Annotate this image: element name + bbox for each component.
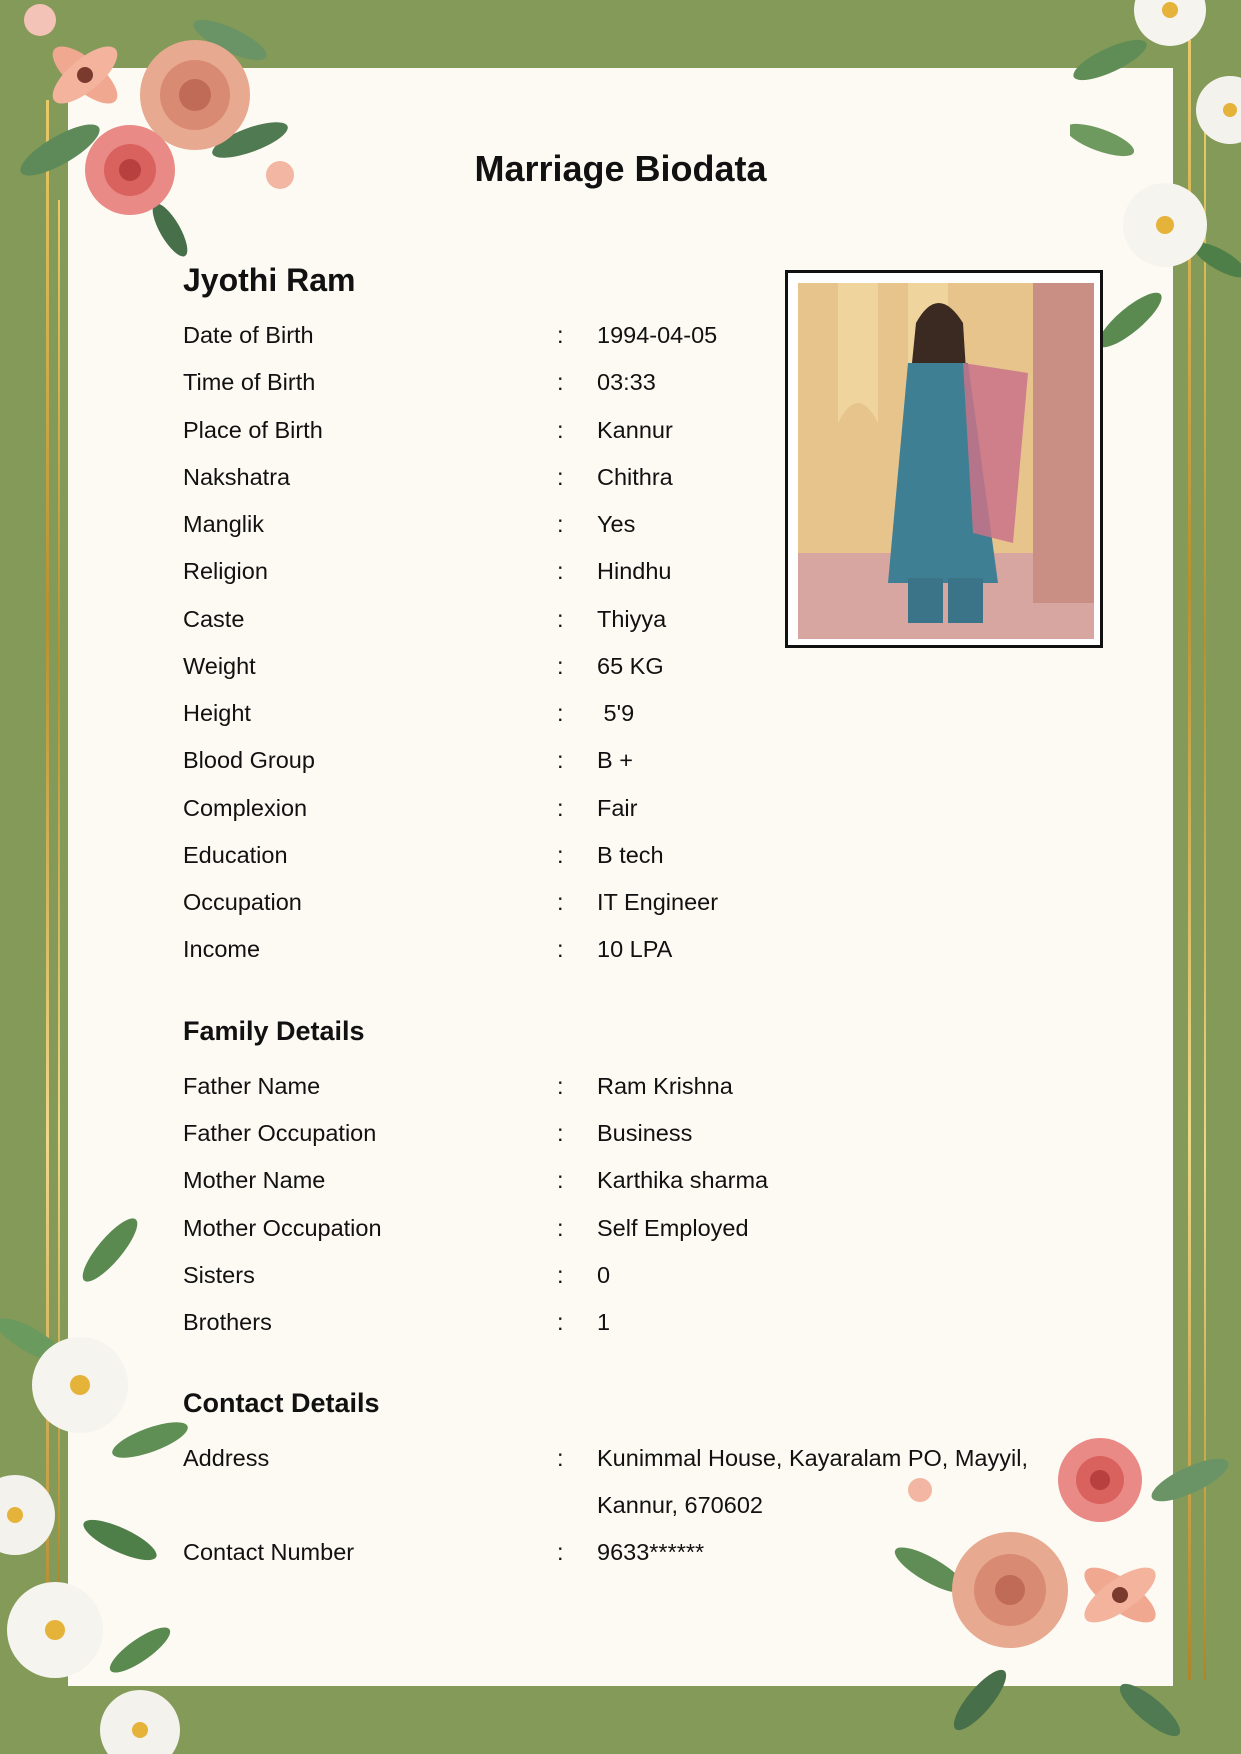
field-row-income	[183, 936, 1083, 976]
field-label: Nakshatra	[183, 464, 291, 490]
field-value: Yes	[597, 511, 636, 537]
field-value: 9633******	[597, 1539, 705, 1565]
field-row-time-of-birth	[183, 369, 1083, 409]
family-details-heading: Family Details	[183, 1016, 365, 1046]
field-separator: :	[557, 1215, 564, 1241]
field-row-contact-number	[183, 1539, 1083, 1579]
field-value: Fair	[597, 795, 638, 821]
field-separator: :	[557, 936, 564, 962]
field-value: Self Employed	[597, 1215, 749, 1241]
field-value: Karthika sharma	[597, 1167, 769, 1193]
field-separator: :	[557, 322, 564, 348]
field-value: 10 LPA	[597, 936, 673, 962]
field-label: Sisters	[183, 1262, 255, 1288]
field-label: Brothers	[183, 1309, 272, 1335]
field-separator: :	[557, 606, 564, 632]
field-row-address-cont	[183, 1492, 1083, 1532]
field-label: Place of Birth	[183, 417, 323, 443]
floral-corner-icon	[0, 0, 320, 280]
field-separator: :	[557, 1309, 564, 1335]
field-row-place-of-birth	[183, 417, 1083, 457]
field-label: Blood Group	[183, 747, 315, 773]
field-label: Address	[183, 1445, 270, 1471]
field-label: Contact Number	[183, 1539, 355, 1565]
contact-details-heading: Contact Details	[183, 1388, 380, 1418]
field-separator: :	[557, 653, 564, 679]
field-separator: :	[557, 1120, 564, 1146]
field-label: Time of Birth	[183, 369, 316, 395]
field-separator: :	[557, 842, 564, 868]
field-separator: :	[557, 747, 564, 773]
field-label: Weight	[183, 653, 256, 679]
field-row-sisters	[183, 1262, 1083, 1302]
field-separator: :	[557, 1167, 564, 1193]
field-separator: :	[557, 464, 564, 490]
field-value: 5'9	[597, 700, 635, 726]
field-row-father-occupation	[183, 1120, 1083, 1160]
floral-corner-icon	[0, 1210, 190, 1754]
field-label: Income	[183, 936, 261, 962]
field-row-mother-name	[183, 1167, 1083, 1207]
field-row-father-name	[183, 1073, 1083, 1113]
field-separator: :	[557, 889, 564, 915]
field-value: 1	[597, 1309, 611, 1335]
field-row-caste	[183, 606, 1083, 646]
field-value: 0	[597, 1262, 611, 1288]
field-row-religion	[183, 558, 1083, 598]
field-label: Mother Occupation	[183, 1215, 382, 1241]
field-value: Hindhu	[597, 558, 672, 584]
field-row-date-of-birth	[183, 322, 1083, 362]
field-label: Occupation	[183, 889, 302, 915]
candidate-name: Jyothi Ram	[183, 262, 356, 298]
field-row-brothers	[183, 1309, 1083, 1349]
field-row-blood-group	[183, 747, 1083, 787]
field-row-complexion	[183, 795, 1083, 835]
field-row-education	[183, 842, 1083, 882]
field-label: Height	[183, 700, 251, 726]
field-value: B tech	[597, 842, 664, 868]
field-separator: :	[557, 558, 564, 584]
field-value: 65 KG	[597, 653, 664, 679]
field-separator: :	[557, 417, 564, 443]
field-separator: :	[557, 369, 564, 395]
field-separator: :	[557, 795, 564, 821]
field-separator: :	[557, 1445, 564, 1471]
field-label: Date of Birth	[183, 322, 314, 348]
field-label: Manglik	[183, 511, 264, 537]
address-line-2: Kannur, 670602	[597, 1492, 763, 1518]
field-value: Thiyya	[597, 606, 667, 632]
field-separator: :	[557, 511, 564, 537]
field-row-height	[183, 700, 1083, 740]
field-value: 03:33	[597, 369, 656, 395]
field-row-weight	[183, 653, 1083, 693]
field-label: Complexion	[183, 795, 308, 821]
field-label: Education	[183, 842, 288, 868]
field-value: Ram Krishna	[597, 1073, 733, 1099]
field-value: 1994-04-05	[597, 322, 718, 348]
field-value: IT Engineer	[597, 889, 719, 915]
field-value: Chithra	[597, 464, 673, 490]
field-separator: :	[557, 1539, 564, 1565]
field-value: Business	[597, 1120, 693, 1146]
field-value: Kannur	[597, 417, 673, 443]
field-row-address	[183, 1445, 1083, 1485]
field-row-nakshatra	[183, 464, 1083, 504]
page-title: Marriage Biodata	[474, 148, 767, 189]
field-separator: :	[557, 1262, 564, 1288]
address-line-1: Kunimmal House, Kayaralam PO, Mayyil,	[597, 1445, 1028, 1471]
field-label: Mother Name	[183, 1167, 326, 1193]
field-label: Caste	[183, 606, 245, 632]
field-row-manglik	[183, 511, 1083, 551]
field-separator: :	[557, 700, 564, 726]
field-label: Father Occupation	[183, 1120, 377, 1146]
field-label: Religion	[183, 558, 268, 584]
field-value: B +	[597, 747, 633, 773]
field-row-occupation	[183, 889, 1083, 929]
field-row-mother-occupation	[183, 1215, 1083, 1255]
field-separator: :	[557, 1073, 564, 1099]
field-label: Father Name	[183, 1073, 321, 1099]
